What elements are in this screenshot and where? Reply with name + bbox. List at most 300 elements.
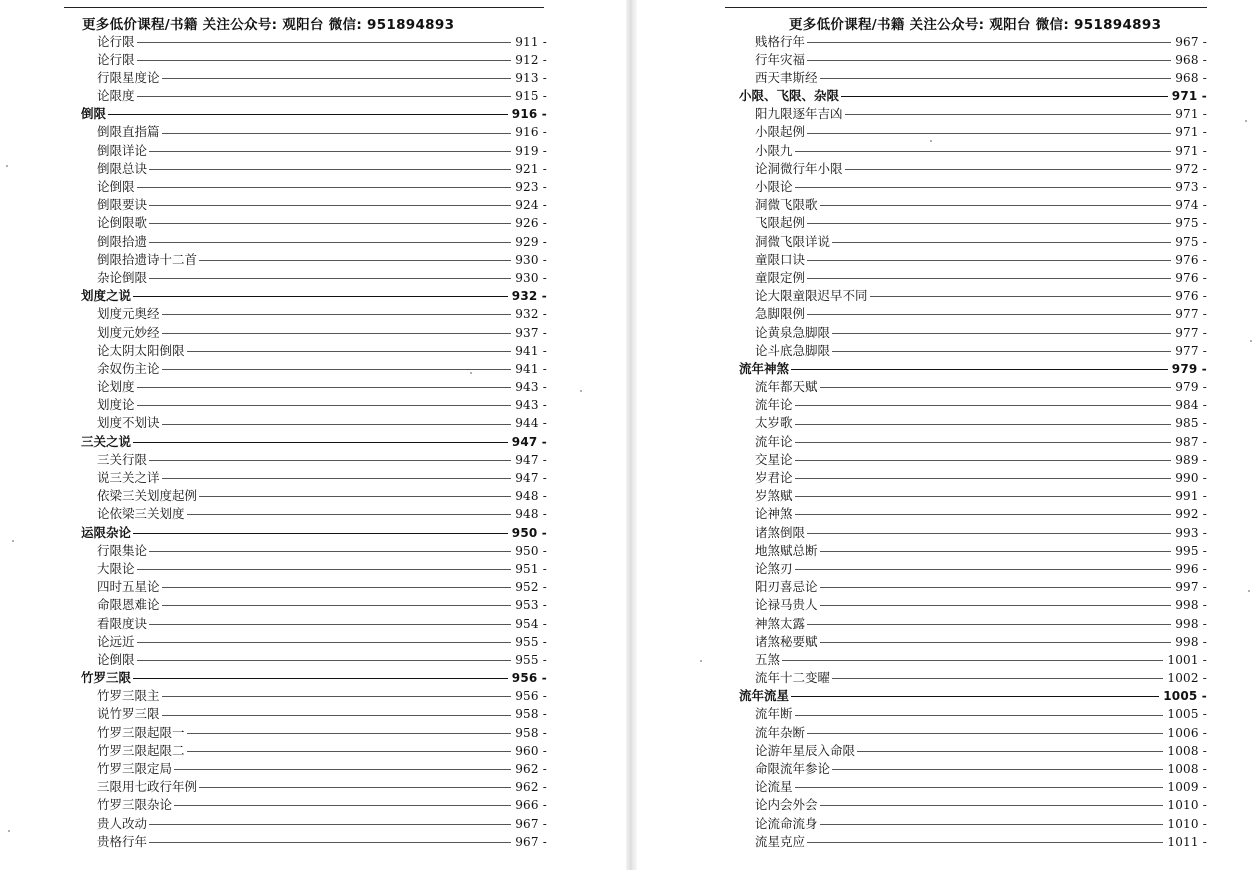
toc-entry-page-number: 1005 - [1163,689,1207,704]
toc-entry-page-number: 913 - [515,70,547,85]
top-rule [64,7,544,8]
toc-entry-title: 四时五星论 [97,579,160,595]
leader-line [795,787,1164,788]
toc-entry [739,596,1207,614]
toc-entry-title: 神煞太露 [755,615,806,631]
leader-line [820,642,1172,643]
toc-entry-page-number: 1001 - [1167,652,1207,667]
toc-entry-title: 岁君论 [755,470,793,485]
toc-entry [81,705,547,723]
leader-line [149,460,511,461]
leader-line [133,678,508,679]
toc-list-right [739,33,1207,851]
toc-entry-page-number: 948 - [515,507,547,522]
toc-entry-title: 划度不划诀 [97,415,160,431]
toc-entry [739,487,1207,505]
leader-line [149,624,511,625]
toc-entry [739,251,1207,269]
toc-entry [739,833,1207,851]
toc-entry-page-number: 958 - [515,725,547,740]
toc-section-entry [81,433,547,451]
toc-entry-page-number: 984 - [1175,398,1207,413]
toc-entry [739,378,1207,396]
leader-line [795,424,1172,425]
toc-entry-page-number: 948 - [515,489,547,504]
toc-entry [739,196,1207,214]
toc-entry [81,451,547,469]
toc-entry [81,178,547,196]
toc-entry-page-number: 987 - [1175,434,1207,449]
leader-line [137,42,512,43]
toc-entry-page-number: 930 - [515,252,547,267]
toc-entry-title: 竹罗三限杂论 [97,797,173,813]
toc-entry-title: 划度元奥经 [97,306,160,322]
toc-entry [81,396,547,414]
leader-line [832,333,1171,334]
toc-entry-page-number: 990 - [1175,471,1207,485]
leader-line [807,278,1171,279]
toc-entry-title: 行年灾福 [755,51,806,67]
leader-line [149,205,511,206]
toc-entry-page-number: 937 - [515,325,547,340]
leader-line [832,769,1163,770]
toc-entry-title: 贱格行年 [755,33,806,49]
toc-entry [81,742,547,760]
toc-entry-page-number: 971 - [1175,107,1207,122]
toc-entry [81,578,547,596]
toc-entry-page-number: 976 - [1175,289,1207,304]
leader-line [149,169,511,170]
toc-entry-title: 小限论 [755,179,793,194]
toc-entry-title: 三限用七政行年例 [97,779,198,795]
toc-entry-page-number: 992 - [1175,507,1207,522]
leader-line [199,496,511,497]
leader-line [149,223,511,224]
toc-entry-page-number: 932 - [515,307,547,322]
leader-line [807,260,1171,261]
toc-entry-title: 流年论 [755,433,793,449]
toc-entry [739,433,1207,451]
toc-entry-title: 童限定例 [755,269,806,285]
leader-line [845,169,1172,170]
toc-entry-title: 论远近 [97,633,135,649]
leader-line [807,624,1171,625]
toc-entry [739,414,1207,432]
leader-line [137,569,512,570]
toc-entry-title: 论倒限歌 [97,215,148,231]
toc-entry [739,123,1207,141]
toc-entry [81,469,547,487]
leader-line [795,569,1172,570]
leader-line [133,296,508,297]
toc-entry-title: 论黄泉急脚限 [755,324,831,340]
toc-entry-title: 杂论倒限 [97,269,148,285]
toc-section-entry [739,87,1207,105]
toc-entry [81,233,547,251]
leader-line [199,787,511,788]
leader-line [795,460,1172,461]
toc-entry-page-number: 947 - [515,452,547,467]
toc-entry-title: 竹罗三限起限一 [97,724,185,740]
leader-line [832,678,1163,679]
toc-entry-page-number: 916 - [515,125,547,140]
leader-line [149,242,511,243]
toc-entry-title: 三关行限 [97,451,148,467]
toc-entry-page-number: 1008 - [1167,762,1207,776]
toc-entry-title: 飞限起例 [755,215,806,231]
toc-section-entry [81,287,547,305]
toc-entry-title: 划度论 [97,397,135,413]
toc-entry [739,287,1207,305]
toc-entry-page-number: 958 - [515,707,547,722]
toc-entry-title: 论倒限 [97,179,135,194]
toc-entry [81,687,547,705]
toc-entry-title: 论游年星辰入命限 [755,742,856,758]
toc-entry-title: 三关之说 [81,433,132,449]
toc-entry-page-number: 997 - [1175,580,1207,595]
toc-entry [81,360,547,378]
toc-entry-title: 论流命流身 [755,815,818,831]
toc-entry-title: 看限度诀 [97,615,148,631]
toc-entry [81,796,547,814]
toc-entry-page-number: 960 - [515,743,547,758]
toc-entry-page-number: 972 - [1175,161,1207,176]
toc-entry [81,615,547,633]
toc-entry-page-number: 967 - [1175,34,1207,49]
toc-entry-page-number: 998 - [1175,616,1207,631]
leader-line [149,824,511,825]
toc-entry-page-number: 954 - [515,616,547,631]
toc-entry-title: 交星论 [755,451,793,467]
leader-line [820,605,1172,606]
scan-speck [1250,340,1252,342]
toc-entry [739,815,1207,833]
toc-entry-title: 流年断 [755,706,793,722]
toc-entry-title: 竹罗三限 [81,670,132,686]
toc-entry-title: 小限起例 [755,124,806,140]
toc-entry-title: 论限度 [97,88,135,104]
toc-entry [81,305,547,323]
page-header: 更多低价课程/书籍 关注公众号: 观阳台 微信: 951894893 [789,17,1162,33]
leader-line [807,533,1171,534]
toc-entry-title: 余奴伤主论 [97,360,160,376]
leader-line [795,478,1172,479]
toc-entry-page-number: 915 - [515,89,547,104]
scan-speck [1248,590,1250,592]
leader-line [137,387,512,388]
toc-entry [739,451,1207,469]
toc-entry-title: 倒限直指篇 [97,124,160,140]
scan-speck [930,140,932,142]
toc-entry-page-number: 962 - [515,780,547,795]
leader-line [162,133,512,134]
toc-entry [739,524,1207,542]
toc-entry [81,815,547,833]
toc-entry-page-number: 967 - [515,816,547,831]
leader-line [807,133,1171,134]
toc-entry-page-number: 929 - [515,234,547,249]
toc-entry-page-number: 1010 - [1167,816,1207,831]
toc-entry-title: 倒限拾遗诗十二首 [97,251,198,267]
toc-entry [739,705,1207,723]
toc-entry-title: 小限九 [755,142,793,158]
scan-speck [8,830,10,832]
toc-entry-title: 划度之说 [81,288,132,304]
toc-entry [81,560,547,578]
toc-entry-page-number: 971 - [1171,89,1207,104]
toc-entry-title: 竹罗三限定局 [97,761,173,776]
leader-line [137,60,512,61]
leader-line [137,187,512,188]
leader-line [857,751,1163,752]
toc-entry-page-number: 951 - [515,561,547,576]
toc-entry-title: 阳刃喜忌论 [755,579,818,595]
toc-entry [739,469,1207,487]
toc-entry-page-number: 947 - [515,471,547,485]
toc-entry [81,378,547,396]
toc-entry-page-number: 968 - [1175,70,1207,85]
toc-entry [81,324,547,342]
toc-entry [739,633,1207,651]
toc-entry-page-number: 962 - [515,762,547,776]
toc-entry-page-number: 1002 - [1167,671,1207,686]
toc-section-entry [81,669,547,687]
leader-line [820,387,1172,388]
leader-line [807,314,1171,315]
toc-entry-title: 急脚限例 [755,306,806,322]
toc-entry-title: 小限、飞限、杂限 [739,88,840,104]
leader-line [149,278,511,279]
leader-line [807,223,1171,224]
toc-entry-title: 倒限详论 [97,142,148,158]
leader-line [795,514,1172,515]
leader-line [162,424,512,425]
toc-entry [81,651,547,669]
toc-entry-title: 大限论 [97,560,135,576]
toc-entry-page-number: 955 - [515,634,547,649]
leader-line [782,660,1163,661]
toc-entry-page-number: 943 - [515,398,547,413]
toc-entry [81,69,547,87]
toc-entry [739,105,1207,123]
leader-line [162,587,512,588]
toc-entry [81,342,547,360]
toc-entry-title: 论斗底急脚限 [755,342,831,358]
toc-entry [739,742,1207,760]
toc-entry-page-number: 977 - [1175,307,1207,322]
leader-line [795,496,1172,497]
toc-entry [81,251,547,269]
book-gutter [626,0,637,870]
toc-entry-title: 洞微飞限歌 [755,197,818,213]
toc-entry [739,796,1207,814]
leader-line [795,151,1172,152]
toc-entry [739,69,1207,87]
toc-entry-page-number: 952 - [515,580,547,595]
toc-entry [739,396,1207,414]
leader-line [820,205,1172,206]
leader-line [870,296,1172,297]
toc-entry [81,487,547,505]
toc-entry [739,160,1207,178]
toc-entry [739,560,1207,578]
leader-line [137,660,512,661]
toc-entry-title: 论洞微行年小限 [755,160,843,176]
leader-line [187,751,512,752]
scan-speck [12,540,14,542]
toc-entry-title: 阳九限逐年吉凶 [755,106,843,122]
leader-line [820,78,1172,79]
leader-line [791,696,1159,697]
toc-entry-page-number: 974 - [1175,198,1207,213]
toc-entry [81,542,547,560]
leader-line [137,642,512,643]
toc-entry-page-number: 993 - [1175,525,1207,540]
toc-entry-title: 流年都天赋 [755,379,818,395]
toc-entry-page-number: 998 - [1175,598,1207,613]
toc-entry-title: 论流星 [755,779,793,795]
toc-entry-title: 岁煞赋 [755,488,793,504]
leader-line [162,333,512,334]
toc-entry [81,123,547,141]
toc-entry [739,214,1207,232]
leader-line [187,351,512,352]
toc-entry [739,542,1207,560]
toc-entry [739,178,1207,196]
toc-entry-title: 论煞刃 [755,560,793,576]
leader-line [795,442,1172,443]
leader-line [820,551,1172,552]
leader-line [174,769,511,770]
toc-entry [81,778,547,796]
leader-line [133,533,508,534]
toc-entry-page-number: 977 - [1175,343,1207,358]
leader-line [795,187,1172,188]
toc-entry [81,160,547,178]
toc-entry [81,596,547,614]
toc-entry-title: 倒限拾遗 [97,233,148,249]
toc-entry-page-number: 930 - [515,270,547,285]
toc-entry-title: 流年论 [755,397,793,413]
toc-entry-page-number: 941 - [515,343,547,358]
toc-entry [739,269,1207,287]
toc-entry-title: 诸煞倒限 [755,524,806,540]
toc-entry-title: 西天聿斯经 [755,69,818,85]
leader-line [199,260,511,261]
leader-line [149,151,511,152]
toc-entry-page-number: 926 - [515,216,547,231]
toc-entry [81,196,547,214]
toc-entry-page-number: 956 - [511,671,547,686]
toc-entry [739,651,1207,669]
toc-entry-title: 说三关之详 [97,470,160,485]
toc-entry-title: 论禄马贵人 [755,597,818,613]
toc-entry-title: 论依梁三关划度 [97,506,185,522]
toc-entry-title: 论大限童限迟早不同 [755,288,868,304]
toc-entry-page-number: 912 - [515,52,547,67]
toc-entry-page-number: 916 - [511,107,547,122]
leader-line [841,96,1168,97]
toc-entry-page-number: 967 - [515,834,547,849]
toc-entry-page-number: 947 - [511,434,547,449]
toc-entry-title: 贵人改动 [97,815,148,831]
toc-entry-page-number: 956 - [515,689,547,704]
leader-line [162,696,512,697]
toc-entry [81,269,547,287]
toc-entry [739,778,1207,796]
toc-entry-page-number: 979 - [1171,361,1207,376]
toc-entry-title: 论内会外会 [755,797,818,813]
toc-entry-page-number: 923 - [515,180,547,194]
toc-entry-title: 命限流年参论 [755,761,831,776]
toc-entry-page-number: 973 - [1175,180,1207,194]
toc-entry [81,760,547,778]
toc-entry-page-number: 944 - [515,416,547,431]
toc-entry-page-number: 1006 - [1167,725,1207,740]
toc-entry-title: 流年流星 [739,688,790,704]
toc-entry-title: 命限恩难论 [97,597,160,613]
leader-line [162,605,512,606]
toc-entry-page-number: 941 - [515,361,547,376]
toc-entry [739,51,1207,69]
toc-entry-page-number: 971 - [1175,143,1207,158]
toc-entry-page-number: 977 - [1175,325,1207,340]
toc-entry [739,33,1207,51]
right-page [637,0,1257,870]
leader-line [820,824,1164,825]
scan-speck [6,165,8,167]
toc-entry-title: 流年神煞 [739,360,790,376]
toc-entry [739,142,1207,160]
scan-speck [470,372,472,374]
leader-line [149,551,511,552]
toc-entry-page-number: 995 - [1175,543,1207,558]
leader-line [795,715,1164,716]
leader-line [108,114,508,115]
toc-entry-page-number: 966 - [515,798,547,813]
toc-entry [739,760,1207,778]
scan-speck [700,660,702,662]
leader-line [807,733,1163,734]
toc-entry-title: 依梁三关划度起例 [97,488,198,504]
top-rule [725,7,1207,8]
toc-entry-title: 说竹罗三限 [97,706,160,722]
toc-entry [739,342,1207,360]
leader-line [162,314,512,315]
toc-entry [81,214,547,232]
toc-section-entry [739,360,1207,378]
leader-line [174,805,511,806]
toc-entry-page-number: 976 - [1175,252,1207,267]
toc-entry-title: 划度元妙经 [97,324,160,340]
toc-entry-title: 洞微飞限详说 [755,233,831,249]
toc-entry-title: 太岁歌 [755,415,793,431]
leader-line [832,242,1171,243]
toc-entry [81,51,547,69]
toc-entry-page-number: 996 - [1175,561,1207,576]
leader-line [137,96,512,97]
toc-entry-page-number: 950 - [515,543,547,558]
toc-entry-title: 地煞赋总断 [755,542,818,558]
toc-entry-page-number: 976 - [1175,270,1207,285]
leader-line [162,478,512,479]
leader-line [162,369,512,370]
toc-entry-title: 流年十二变曜 [755,670,831,686]
leader-line [820,805,1164,806]
toc-entry-title: 论倒限 [97,651,135,667]
toc-entry-page-number: 971 - [1175,125,1207,140]
leader-line [187,514,512,515]
